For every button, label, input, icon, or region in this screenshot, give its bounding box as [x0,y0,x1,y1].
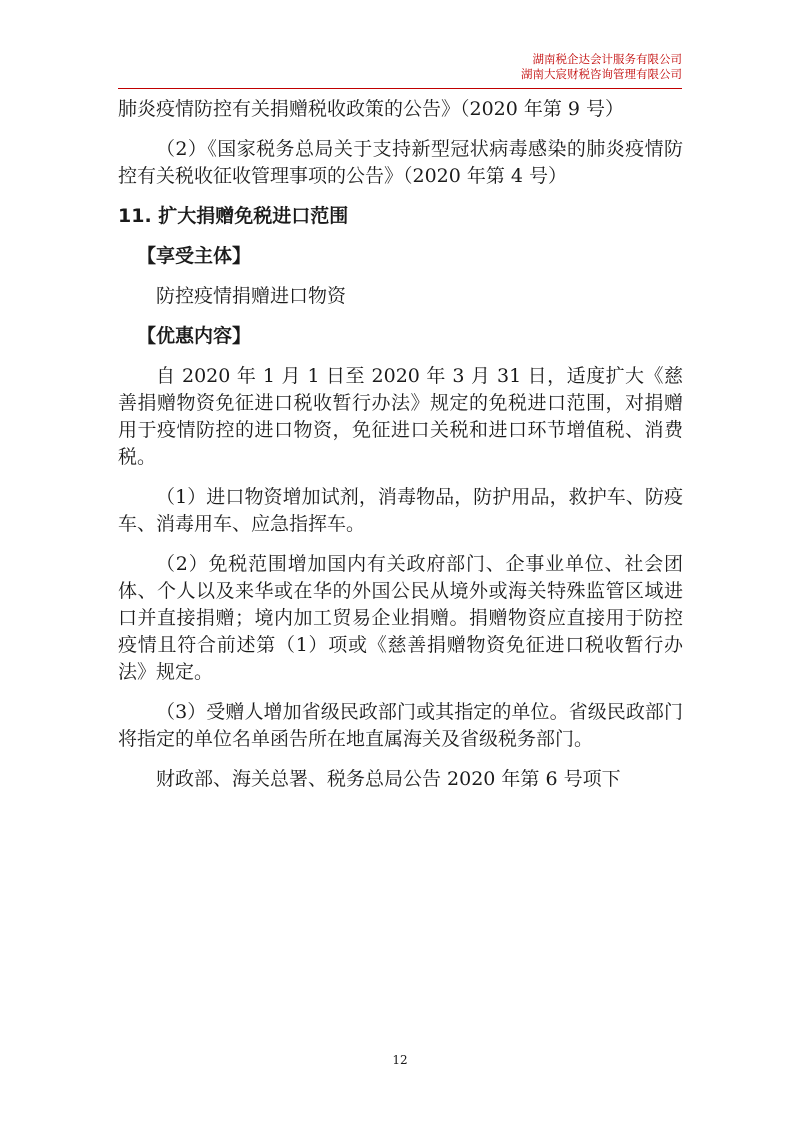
subheading-content: 【优惠内容】 [137,325,252,347]
header-company-1: 湖南税企达会计服务有限公司 [532,52,682,66]
document-body [118,96,683,806]
subject-text: 防控疫情捐赠进口物资 [156,285,347,307]
paragraph-5: （2）免税范围增加国内有关政府部门、企事业单位、社会团体、个人以及来华或在华的外国公民从境外或海关特殊监管区域进口并直接捐赠；境内加工贸易企业捐赠。捐赠物资应直接用于防控疫情且符合前述第（1）项或《慈善捐赠物资免征进口税收暂行办法》规定。 [118,553,683,683]
paragraph-3: 自 2020 年 1 月 1 日至 2020 年 3 月 31 日，适度扩大《慈善捐赠物资免征进口税收暂行办法》规定的免税进口范围，对捐赠用于疫情防控的进口物资，免征进口关税和进口环节增值税、消费税。 [118,365,683,468]
paragraph-4: （1）进口物资增加试剂，消毒物品，防护用品，救护车、防疫车、消毒用车、应急指挥车。 [118,486,683,535]
paragraph-1: 肺炎疫情防控有关捐赠税收政策的公告》（2020 年第 9 号） [118,98,625,120]
section-heading: 11. 扩大捐赠免税进口范围 [118,205,349,227]
paragraph-6: （3）受赠人增加省级民政部门或其指定的单位。省级民政部门将指定的单位名单函告所在地直属海关及省级税务部门。 [118,701,683,750]
subheading-subject: 【享受主体】 [137,245,252,267]
paragraph-2: （2）《国家税务总局关于支持新型冠状病毒感染的肺炎疫情防控有关税收征收管理事项的公告》（2020 年第 4 号） [118,138,683,187]
header-company-2: 湖南大宸财税咨询管理有限公司 [521,67,682,81]
paragraph-7: 财政部、海关总署、税务总局公告 2020 年第 6 号项下 [156,768,621,790]
page-number: 12 [392,1053,408,1067]
page-header [118,52,682,89]
